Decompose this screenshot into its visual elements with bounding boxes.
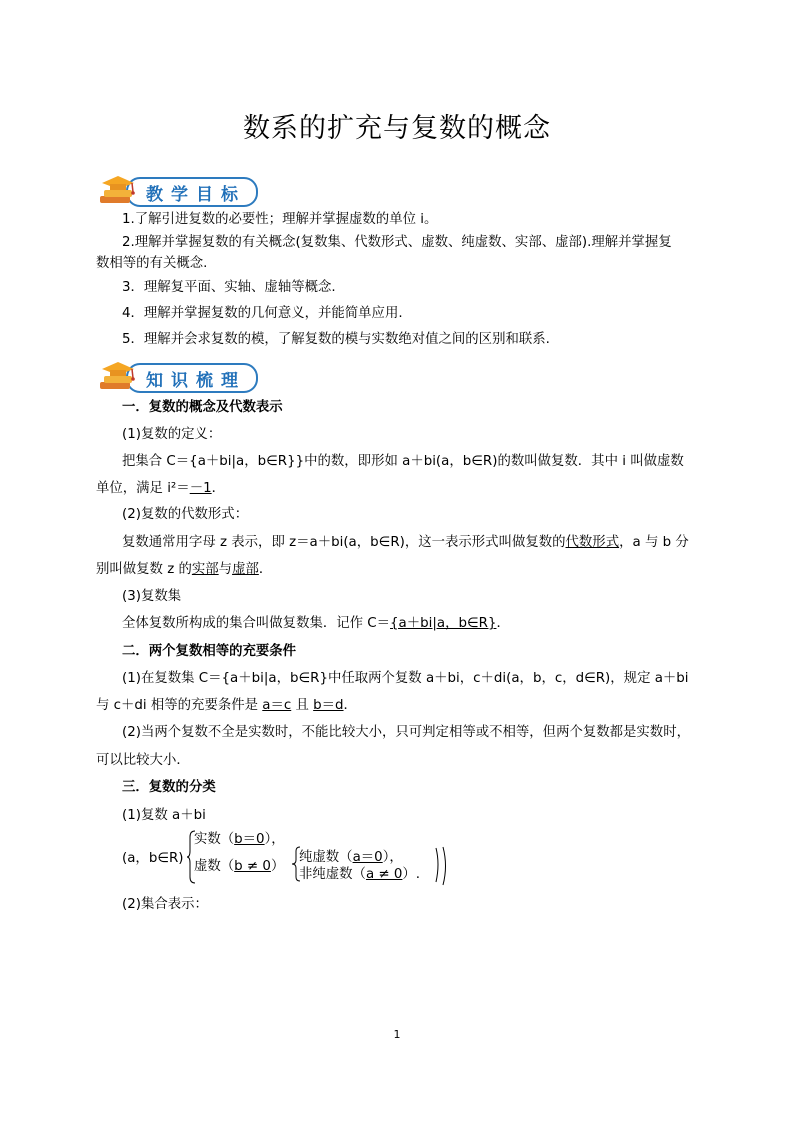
paragraph-line: (1)在复数集 C＝{a＋bi|a，b∈R}中任取两个复数 a＋bi，c＋di(a，b，c，d∈R)，规定 a＋bi <box>122 671 689 686</box>
answer-blank: b＝0 <box>234 832 265 847</box>
sub-heading: (1)复数的定义： <box>122 427 222 442</box>
graduation-cap-books-icon <box>96 358 140 394</box>
classification-condition: (a，b∈R) <box>122 851 184 866</box>
goal-item: 1.了解引进复数的必要性；理解并掌握虚数的单位 i。 <box>122 212 438 227</box>
goal-item: 2.理解并掌握复数的有关概念(复数集、代数形式、虚数、纯虚数、实部、虚部).理解并掌握复 <box>122 235 672 250</box>
page-number: 1 <box>393 1028 401 1041</box>
heading-1: 一．复数的概念及代数表示 <box>122 400 283 415</box>
goal-item: 3．理解复平面、实轴、虚轴等概念. <box>122 280 336 295</box>
answer-blank: {a＋bi|a，b∈R} <box>390 616 497 631</box>
heading-3: 三．复数的分类 <box>122 780 216 795</box>
section-label: 知识梳理 <box>146 371 246 391</box>
answer-blank: b＝d <box>313 698 344 713</box>
right-paren-icon <box>434 846 452 886</box>
section-badge-knowledge <box>96 358 260 394</box>
paragraph-line: 单位，满足 i²＝－1． <box>96 481 226 496</box>
class-imaginary: 虚数（b ≠ 0） <box>194 859 285 874</box>
goal-item: 5．理解并会求复数的模，了解复数的模与实数绝对值之间的区别和联系. <box>122 332 550 347</box>
answer-blank: a＝0 <box>352 850 383 865</box>
sub-heading: (2)集合表示： <box>122 897 208 912</box>
paragraph-line: 别叫做复数 z 的实部与虚部． <box>96 562 273 577</box>
answer-blank: b ≠ 0 <box>234 859 271 874</box>
goal-item-continued: 数相等的有关概念. <box>96 256 208 271</box>
class-non-pure-imaginary: 非纯虚数（a ≠ 0）. <box>299 867 421 882</box>
answer-blank: a＝c <box>262 698 292 713</box>
sub-heading: (1)复数 a＋bi <box>122 808 206 823</box>
sub-heading: (2)复数的代数形式： <box>122 507 249 522</box>
paragraph-line: 与 c＋di 相等的充要条件是 a＝c 且 b＝d． <box>96 698 357 713</box>
answer-blank: 虚部 <box>232 562 259 577</box>
paragraph-line: 复数通常用字母 z 表示，即 z＝a＋bi(a，b∈R)，这一表示形式叫做复数的代数形式，a 与 b 分 <box>122 535 689 550</box>
graduation-cap-books-icon <box>96 172 140 208</box>
page-title: 数系的扩充与复数的概念 <box>243 113 551 144</box>
paragraph-line: 可以比较大小． <box>96 753 190 768</box>
answer-blank: 代数形式 <box>565 535 620 550</box>
section-badge-goals <box>96 172 260 208</box>
answer-blank: 实部 <box>191 562 219 577</box>
answer-blank: a ≠ 0 <box>365 867 403 882</box>
section-label: 教学目标 <box>146 185 246 205</box>
sub-heading: (3)复数集 <box>122 589 182 604</box>
goal-item: 4．理解并掌握复数的几何意义，并能简单应用. <box>122 306 403 321</box>
class-real: 实数（b＝0）， <box>194 832 285 847</box>
answer-blank: －1 <box>189 481 212 496</box>
class-pure-imaginary: 纯虚数（a＝0）， <box>299 850 403 865</box>
paragraph-line: 把集合 C＝{a＋bi|a，b∈R}}中的数，即形如 a＋bi(a，b∈R)的数叫做复数．其中 i 叫做虚数 <box>122 454 684 469</box>
heading-2: 二．两个复数相等的充要条件 <box>122 644 297 659</box>
paragraph-line: (2)当两个复数不全是实数时，不能比较大小，只可判定相等或不相等，但两个复数都是实数时， <box>122 725 690 740</box>
paragraph-line: 全体复数所构成的集合叫做复数集．记作 C＝{a＋bi|a，b∈R}． <box>122 616 510 631</box>
